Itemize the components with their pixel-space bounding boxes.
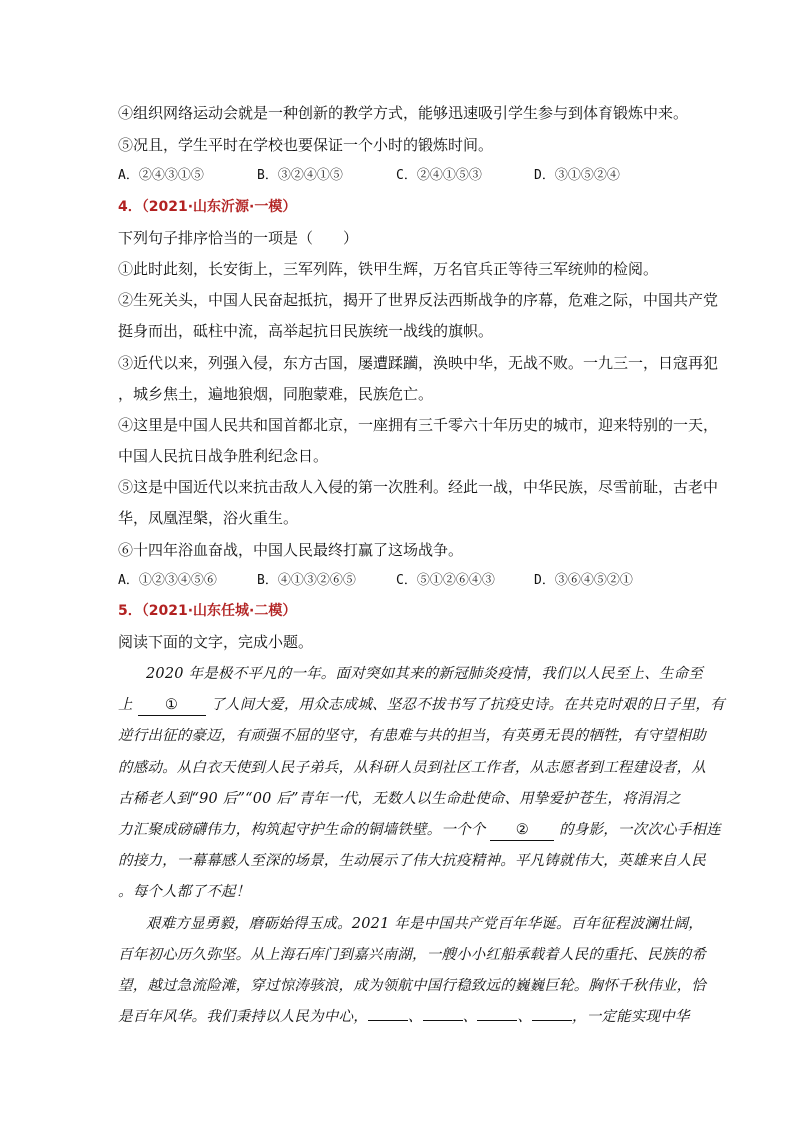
q4-heading: 4．（2021·山东沂源·一模）	[118, 199, 297, 215]
passage-p1-line-6	[118, 820, 721, 841]
passage-p1-line-1: 2020 年是极不平凡的一年。面对突如其来的新冠肺炎疫情，我们以人民至上、生命至	[146, 666, 704, 682]
blank-4	[423, 1020, 463, 1021]
q3-item-4: ④组织网络运动会就是一种创新的教学方式，能够迅速吸引学生参与到体育锻炼中来。	[118, 104, 689, 122]
q4-option-a: A．①②③④⑤⑥	[118, 573, 217, 588]
q4-sentence-5-line-2: 华，凤凰涅槃，浴火重生。	[118, 509, 299, 527]
blank-1: ①	[138, 695, 206, 716]
q3-item-5: ⑤况且，学生平时在学校也要保证一个小时的锻炼时间。	[118, 136, 494, 154]
q5-stem: 阅读下面的文字，完成小题。	[118, 633, 314, 651]
q4-option-d: D．③⑥④⑤②①	[534, 573, 633, 588]
q4-option-b: B．④①③②⑥⑤	[257, 573, 356, 588]
q4-sentence-2-line-1: ②生死关头，中国人民奋起抵抗，揭开了世界反法西斯战争的序幕，危难之际，中国共产党	[118, 291, 719, 309]
q3-option-b: B．③②④①⑤	[257, 168, 343, 183]
passage-p1-line-4: 的感动。从白衣天使到人民子弟兵，从科研人员到社区工作者，从志愿者到工程建设者，从	[118, 760, 706, 776]
q3-option-a: A．②④③①⑤	[118, 168, 204, 183]
passage-text: 了人间大爱，用众志成城、坚忍不拔书写了抗疫史诗。在共克时艰的日子里，有	[210, 697, 725, 713]
q5-heading: 5．（2021·山东任城·二模）	[118, 603, 297, 619]
passage-p2-line-1: 艰难方显勇毅，磨砺始得玉成。2021 年是中国共产党百年华诞。百年征程波澜壮阔，	[146, 916, 704, 932]
q4-sentence-6: ⑥十四年浴血奋战，中国人民最终打赢了这场战争。	[118, 541, 464, 559]
blank-6	[532, 1020, 572, 1021]
blank-2: ②	[490, 820, 554, 841]
passage-text: 力汇聚成磅礴伟力，构筑起守护生命的铜墙铁壁。一个个	[118, 822, 486, 838]
q3-option-c: C．②④①⑤③	[396, 168, 482, 183]
passage-text: ，一定能实现中华	[572, 1009, 690, 1025]
q4-sentence-3-line-2: ，城乡焦土，遍地狼烟，同胞蒙难，民族危亡。	[118, 385, 434, 403]
passage-p2-line-4	[118, 1007, 690, 1027]
passage-text: 是百年风华。我们秉持以人民为中心，	[118, 1009, 368, 1025]
passage-text: 上	[118, 697, 133, 713]
q3-option-d: D．③①⑤②④	[534, 168, 620, 183]
q4-option-c: C．⑤①②⑥④③	[396, 573, 495, 588]
passage-p1-line-3: 逆行出征的豪迈，有顽强不屈的坚守，有患难与共的担当，有英勇无畏的牺牲，有守望相助	[118, 728, 706, 744]
q4-sentence-2-line-2: 挺身而出，砥柱中流，高举起抗日民族统一战线的旗帜。	[118, 322, 494, 340]
q4-sentence-3-line-1: ③近代以来，列强入侵，东方古国，屡遭蹂躏，涣映中华，无战不败。一九三一，日寇再犯	[118, 354, 719, 372]
blank-5	[477, 1020, 517, 1021]
passage-p2-line-3: 望，越过急流险滩，穿过惊涛骇浪，成为领航中国行稳致远的巍巍巨轮。胸怀千秋伟业，恰	[118, 978, 706, 994]
passage-separator: 、	[517, 1009, 533, 1025]
passage-p1-line-8: 。每个人都了不起！	[118, 884, 251, 900]
passage-p1-line-7: 的接力，一幕幕感人至深的场景，生动展示了伟大抗疫精神。平凡铸就伟大，英雄来自人民	[118, 853, 706, 869]
q4-stem: 下列句子排序恰当的一项是（ ）	[118, 229, 359, 247]
q4-sentence-5-line-1: ⑤这是中国近代以来抗击敌人入侵的第一次胜利。经此一战，中华民族，尽雪前耻，古老中	[118, 478, 719, 496]
passage-p1-line-2	[118, 695, 725, 716]
passage-text: 的身影，一次次心手相连	[559, 822, 721, 838]
blank-3	[368, 1020, 408, 1021]
q4-sentence-4-line-1: ④这里是中国人民共和国首都北京，一座拥有三千零六十年历史的城市，迎来特别的一天，	[118, 416, 719, 434]
q4-sentence-4-line-2: 中国人民抗日战争胜利纪念日。	[118, 447, 329, 465]
passage-p2-line-2: 百年初心历久弥坚。从上海石库门到嘉兴南湖，一艘小小红船承载着人民的重托、民族的希	[118, 947, 706, 963]
passage-separator: 、	[407, 1009, 423, 1025]
passage-separator: 、	[462, 1009, 478, 1025]
q4-sentence-1: ①此时此刻，长安街上，三军列阵，铁甲生辉，万名官兵正等待三军统帅的检阅。	[118, 260, 659, 278]
passage-p1-line-5: 古稀老人到“90 后”“00 后”青年一代，无数人以生命赴使命、用挚爱护苍生，将涓涓之	[118, 791, 681, 807]
